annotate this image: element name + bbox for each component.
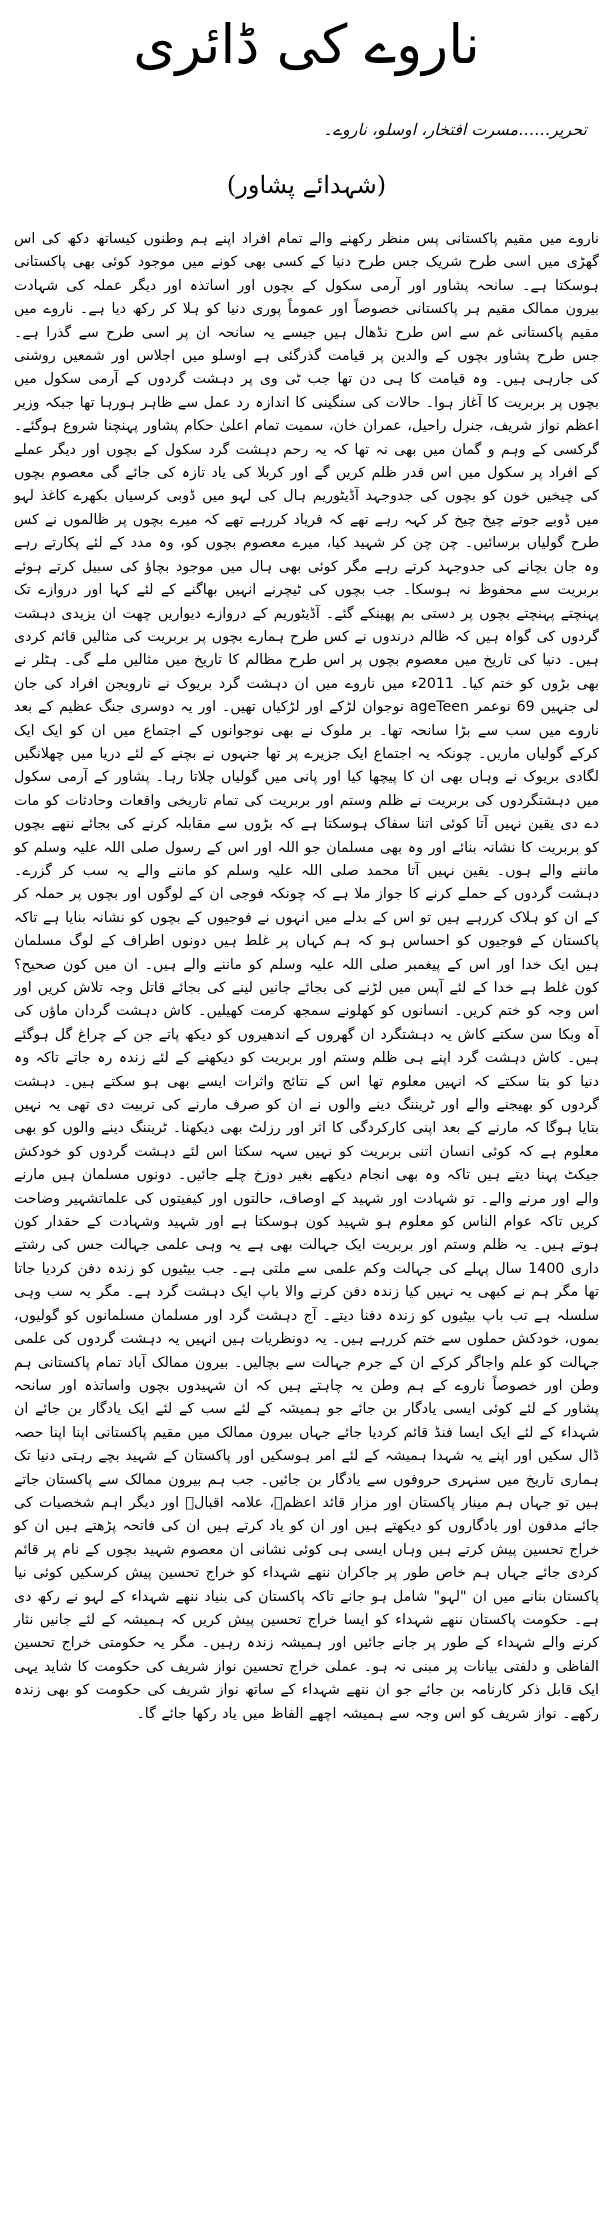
article-body: ناروے میں مقیم پاکستانی پس منظر رکھنے والے تمام افراد اپنے ہم وطنوں کیساتھ دکھ کی اس گھڑی میں اسی طرح شریک جس طرح دنیا کے کسی بھی کونے میں موجود کوئی بھی پاکستانی ہوسکتا ہے۔ سانحہ پشاور اور آرمی سکول کے بچوں اور اساتذہ اور دیگر عملہ کی شہادت بیرون ممالک مقیم ہر پاکستانی خصوصاً اور عموماً پوری دنیا کو ہلا کر رکھ دیا ہے۔ ناروے میں مقیم پاکستانی غم سے اس طرح نڈھال ہیں جیسے یہ سانحہ ان پر اسی طرح سے گذرا ہے۔ جس طرح پشاور بچوں کے والدین پر قیامت گذرگئی ہے اوسلو میں اجلاس اور شمعیں روشنی کی جارہی ہیں۔ وہ قیامت کا ہی دن تھا جب ٹی وی پر دہشت گردوں کے آرمی سکول میں بچوں پر بربریت کا آغاز ہوا۔ حالات کی سنگینی کا اندازہ رد عمل سے ظاہر ہورہا تھا جبکہ وزیر اعظم نواز شریف، جنرل راحیل، عمران خان، سمیت تمام اعلیٰ حکام پشاور پہنچنا شروع ہوگئے۔ گرکسی کے وہم و گمان میں بھی نہ تھا کہ یہ رحم دہشت گرد سکول کے بچوں اور دیگر عملے کے افراد پر سکول میں اس قدر ظلم کریں گے اور کربلا کی یاد تازہ کی جائے گی معصوم بچوں کی چیخیں خون کو بچوں کی جدوجہد آڈیٹوریم ہال کی لہو میں ڈوبی کرسیاں بکھرے کاغذ لہو میں ڈوبے جوتے چیخ چیخ کر کہہ رہے تھے کہ فریاد کررہے تھے کہ میرے بچوں پر ظالموں نے کس طرح گولیاں برسائیں۔ چن چن کر شہید کیا، میرے معصوم بچوں کو، وہ مدد کے لئے پکارتے رہے وہ جان بچانے کی جدوجہد کرتے رہے مگر کوئی بھی ہال میں موجود بچاؤ کی سبیل کرتے ہوئے بربریت سے محفوظ نہ ہوسکا۔ جب بچوں کی ٹیچرنے انہیں بھاگنے کے لئے کہا اور دروازے تک پہنچتے پہنچتے بچوں پر دستی بم پھینکے گئے۔ آڈیٹوریم کے دروازے دیواریں چھت ان یزیدی دہشت گردوں کی گواہ ہیں کہ ظالم درندوں نے کس طرح ہمارے بچوں پر بربریت کی مثالیں قائم کردی ہیں۔ دنیا کی تاریخ میں معصوم بچوں پر اس طرح مظالم کا تاریخ میں مثالیں ملے گی۔ ہٹلر نے بھی بڑوں کو ختم کیا۔ 2011ء میں ناروے میں ان دہشت گرد بریوک نے نارویجن افراد کی جان لی جنہیں 69 نوعمر ageTeen نوجوان لڑکے اور لڑکیاں تھیں۔ اور یہ دوسری جنگ عظیم کے بعد ناروے میں سب سے بڑا سانحہ تھا۔ بر ملوک نے بھی نوجوانوں کے اجتماع میں ان کو ایک ایک کرکے گولیاں ماریں۔ چونکہ یہ اجتماع ایک جزیرے پر تھا جنہوں نے بچنے کے لئے دریا میں چھلانگیں لگادی بریوک نے وہاں بھی ان کا پیچھا کیا اور پانی میں گولیاں چلاتا رہا۔ پشاور کے آرمی سکول میں دہشتگردوں کی بربریت نے ظلم وستم اور بربریت کی تمام تاریخی واقعات وحادثات کو مات دے دی یقین نہیں آتا کوئی اتنا سفاک ہوسکتا ہے کہ بڑوں سے مقابلہ کرنے کی بجائے ننھے بچوں کو بربریت کا نشانہ بنائے اور وہ بھی مسلمان جو اللہ اور اس کے رسول صلی اللہ علیہ وسلم کو ماننے والے ہوں۔ یقین نہیں آتا محمد صلی اللہ علیہ وسلم کو ماننے والے یہ سب کر گزرے۔ دہشت گردوں کے حملے کرنے کا جواز ملا ہے کہ چونکہ فوجی ان کے لوگوں اور بچوں پر حملہ کر کے ان کو ہلاک کررہے ہیں تو اس کے بدلے میں انہوں نے فوجیوں کے بچوں کو نشانہ بنایا ہے تاکہ پاکستان کے فوجیوں کو احساس ہو کہ ہم کہاں پر غلط ہیں دونوں اطراف کے لوگ مسلمان ہیں ایک خدا اور اس کے پیغمبر صلی اللہ علیہ وسلم کو ماننے والے ہیں۔ ان میں کون صحیح؟ کون غلط ہے خدا کے لئے آپس میں لڑنے کی بجائے جانیں لینے کی بجائے قاتل وجہ تلاش کریں اور اس وجہ کو ختم کریں۔ انسانوں کو کھلونے سمجھ کرمت کھیلیں۔ کاش دہشت گردان ماؤں کی آہ وبکا سن سکتے کاش یہ دہشتگرد ان گھروں کے اندھیروں کو دیکھ پاتے جن کے چراغ گل ہوگئے ہیں۔ کاش دہشت گرد اپنے ہی ظلم وستم اور بربریت کو دیکھنے کے لئے زندہ رہ جاتے تاکہ وہ دنیا کو بتا سکتے کہ انہیں معلوم تھا اس کے نتائج واثرات ایسے بھی ہو سکتے ہیں۔ دہشت گردوں کو بھیجنے والے اور ٹریننگ دینے والوں نے ان کو صرف مارنے کی تربیت دی تھی یہ نہیں بتایا ہوگا کہ مارنے کے بعد اپنی کارکردگی کا اثر اور رزلٹ بھی دیکھنا۔ ٹریننگ دینے والوں کو بھی معلوم ہے کہ کوئی انسان اتنی بربریت کو نہیں سہہ سکتا اس لئے دہشت گردوں کو خودکش جیکٹ پہنا دیتے ہیں تاکہ وہ بھی انجام دیکھے بغیر دوزخ چلے جائیں۔ دونوں مسلمان ہیں مارنے والے اور مرنے والے۔ تو شہادت اور شہید کے اوصاف، حالتوں اور کیفیتوں کی علماتشہیر وضاحت کریں تاکہ عوام الناس کو معلوم ہو شہید کون ہوسکتا ہے اور شہید وشہادت کے حقدار کون ہوتے ہیں۔ یہ ظلم وستم اور بربریت ایک جہالت بھی ہے یہ وہی علمی جہالت جس کی رشتے داری 1400 سال پہلے کی جہالت وکم علمی سے ملتی ہے۔ جب بیٹیوں کو زندہ دفن کردیا جاتا تھا مگر ہم نے کبھی یہ نہیں کیا زندہ دفن کرنے والا باپ ایک دہشت گرد ہے۔ مگر یہ سب وہی سلسلہ ہے تب باپ بیٹیوں کو زندہ دفنا دیتے۔ آج دہشت گرد اور مسلمان مسلمانوں کو گولیوں، بموں، خودکش حملوں سے ختم کررہے ہیں۔ یہ دونظریات ہیں انہیں یہ دہشت گردوں کی علمی جہالت کو علم واجاگر کرکے ان کے جرم جہالت سے بچالیں۔ بیرون ممالک آباد تمام پاکستانی ہم وطن اور خصوصاً ناروے کے ہم وطن یہ چاہتے ہیں کہ ان شہیدوں بچوں واساتذہ اور سانحہ پشاور کے لئے کوئی ایسی یادگار بن جائے جو ہمیشہ کے لئے سب کے لئے ایک یادگار بن جائے ان شہداء کے لئے ایک ایسا فنڈ قائم کردیا جائے جہاں بیرون ممالک میں مقیم پاکستانی اپنا اپنا حصہ ڈال سکیں اور اپنے یہ شہدا ہمیشہ کے لئے امر ہوسکیں اور پاکستان کے شہید بچے رہتی دنیا تک ہماری تاریخ میں سنہری حروفوں سے یادگار بن جائیں۔ جب ہم بیرون ممالک سے پاکستان جاتے ہیں تو جہاں ہم مینار پاکستان اور مزار قائد اعظمؒ، علامہ اقبالؒ اور دیگر اہم شخصیات کی جائے مدفون اور یادگاروں کو دیکھتے ہیں اور ان کو یاد کرتے ہیں ان کی فاتحہ پڑھتے ہیں ان کو خراج تحسین پیش کرتے ہیں وہاں ایسی ہی کوئی نشانی ان معصوم شہید بچوں کے نام پر قائم کردی جائے جہاں ہم خاص طور پر جاکران ننھے شہداء کو خراج تحسین پیش کرسکیں کوئی نیا پاکستان بنانے میں ان "لہو" شامل ہو جانے تاکہ پاکستان کی بنیاد ننھے شہداء کے لہو نے رکھ دی ہے۔ حکومت پاکستان ننھے شہداء کو ایسا خراج تحسین پیش کریں کہ ہمیشہ کے لئے جانیں نثار کرنے والے شہداء کے طور پر جانے جائیں اور ہمیشہ زندہ رہیں۔ مگر یہ حکومتی خراج تحسین الفاظی و دلفتی بیانات پر مبنی نہ ہو۔ عملی خراج تحسین نواز شریف کی حکومت کا شاید یہی ایک قابل ذکر کارنامہ بن جائے جو ان ننھے شہداء کے ساتھ نواز شریف کی حکومت کو بھی زندہ رکھے۔ نواز شریف کو اس وجہ سے ہمیشہ اچھے الفاظ میں یاد رکھا جائے گا۔: [14, 231, 599, 1722]
article-subheading: (شہدائے پشاور): [226, 171, 387, 199]
column-title: ناروے کی ڈائری: [133, 13, 480, 76]
author-byline: تحریر……مسرت افتخار، اوسلو، ناروے۔: [323, 120, 587, 139]
